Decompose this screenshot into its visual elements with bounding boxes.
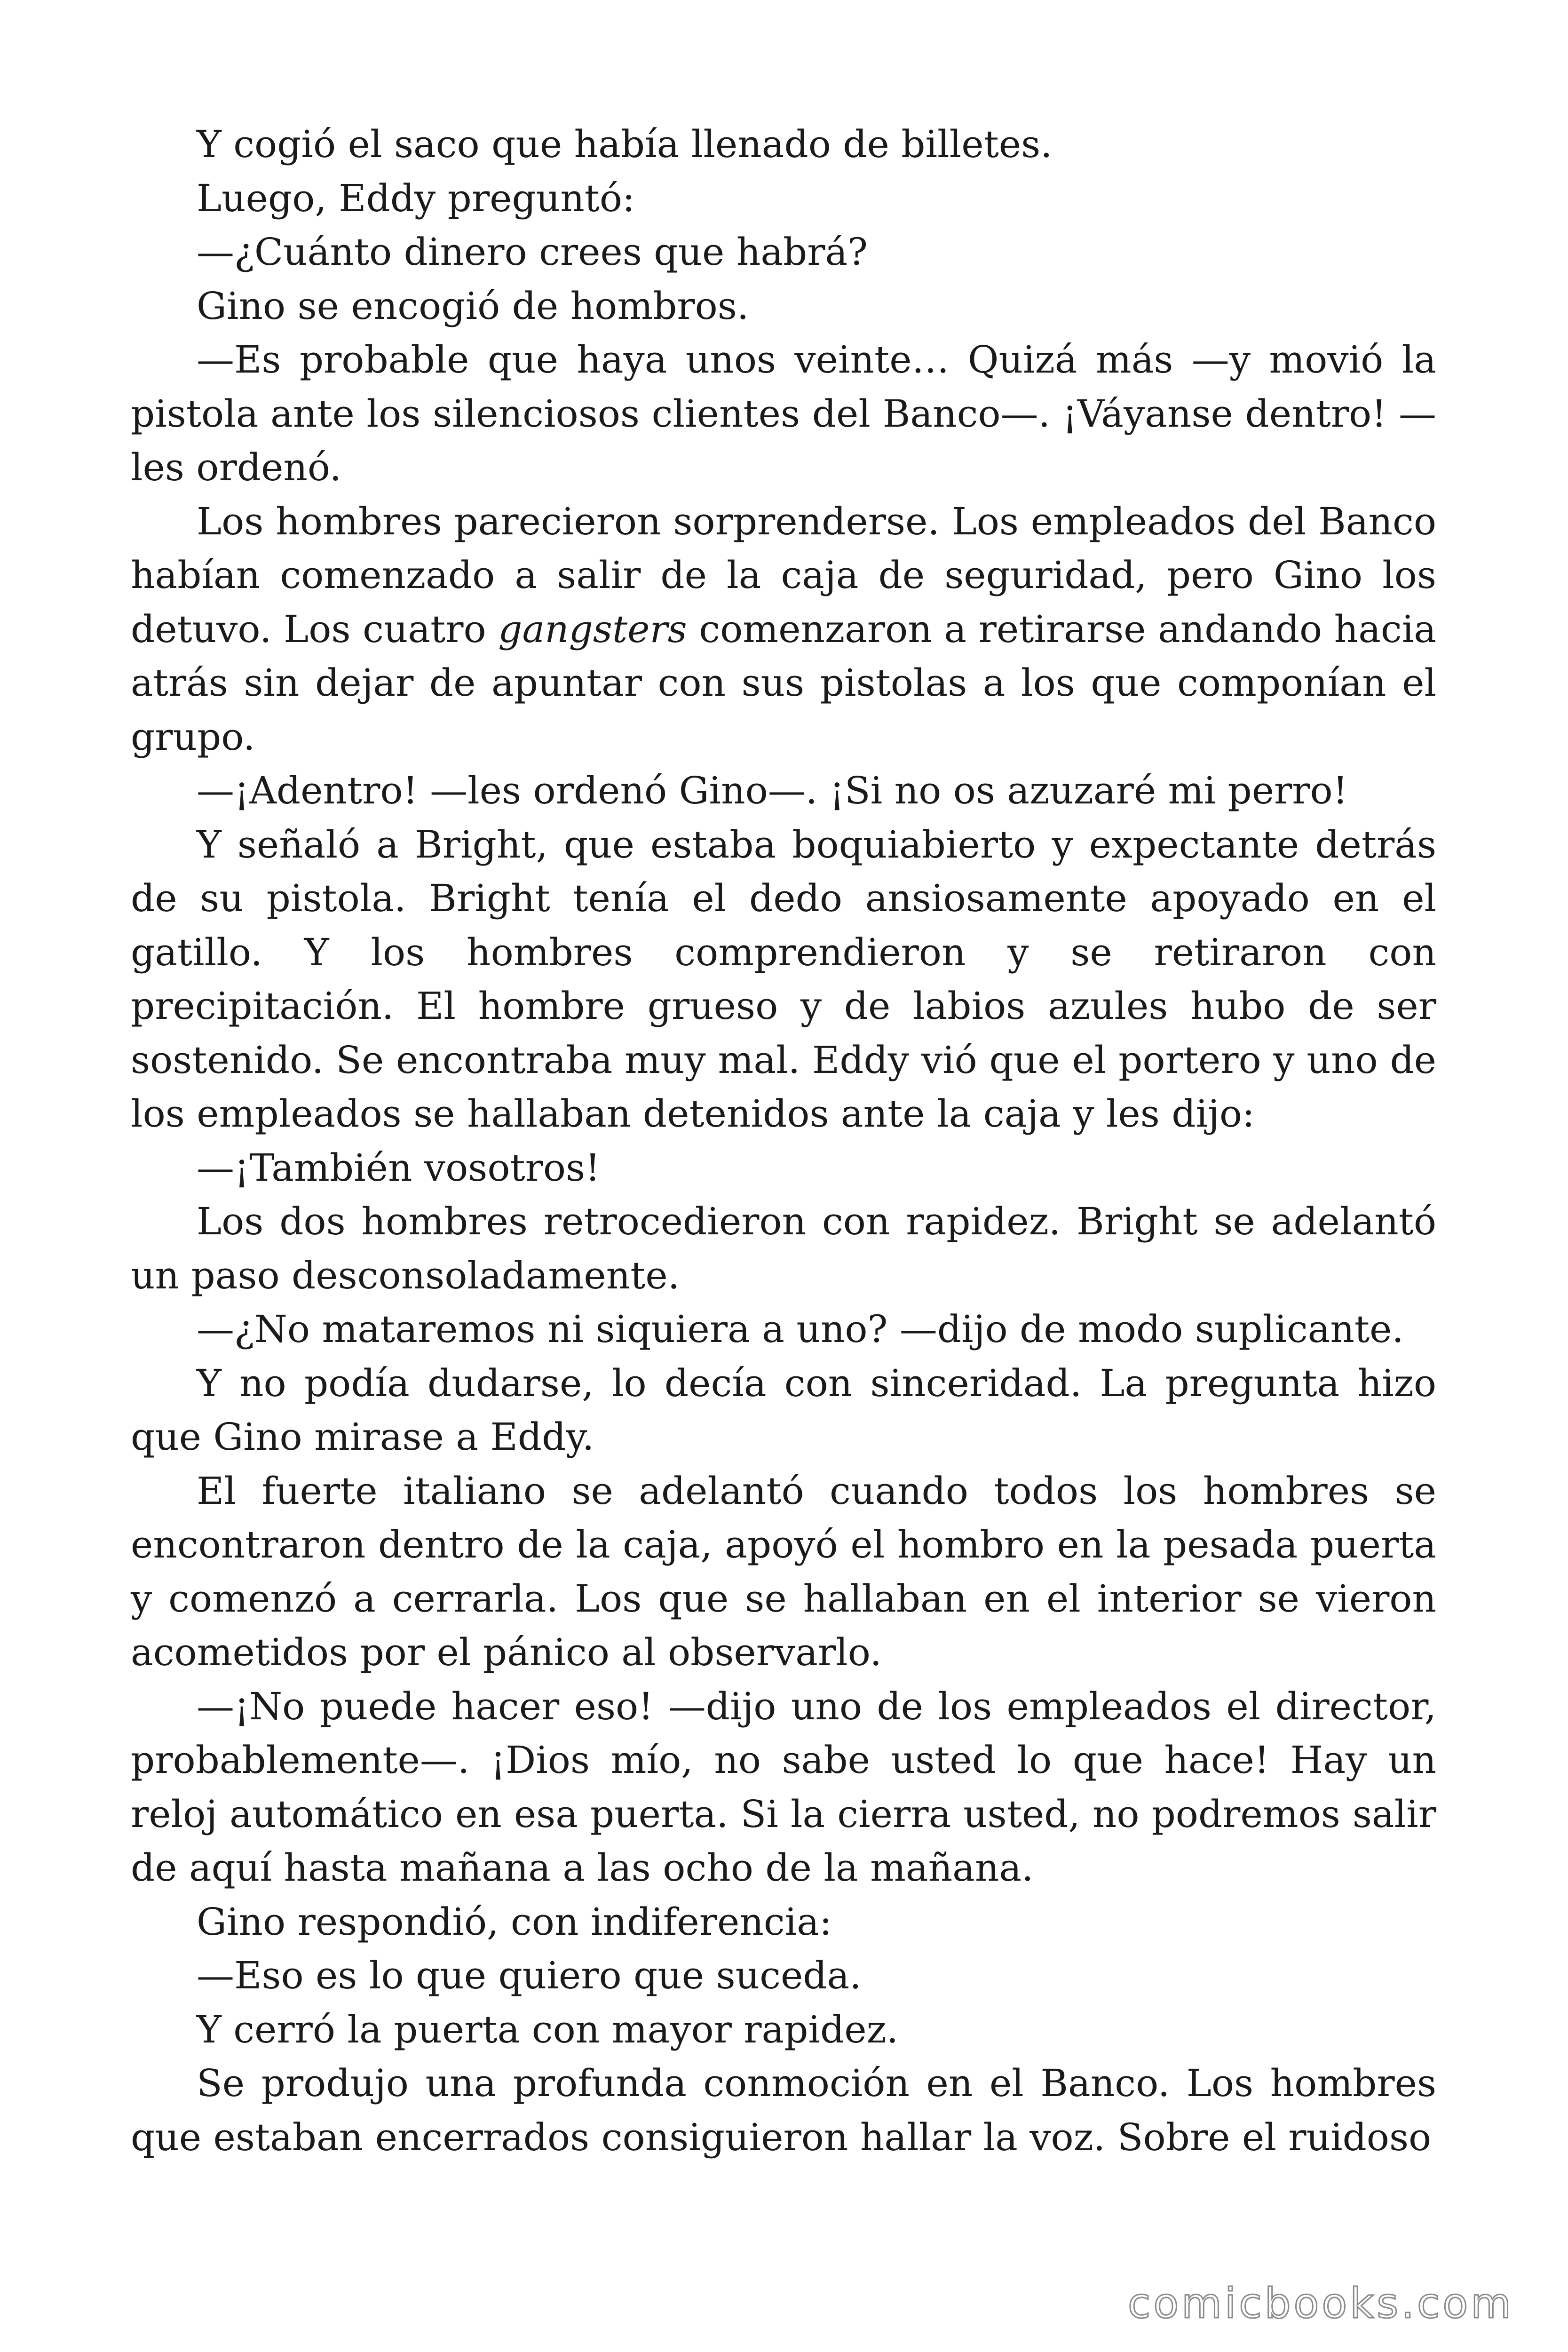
paragraph: Se produjo una profunda conmoción en el Banco. Los hombres que estaban encerrados consiguieron hallar la voz. Sobre el ruidoso xyxy=(131,2061,1436,2159)
paragraph: Y señaló a Bright, que estaba boquiabierto y expectante detrás de su pistola. Bright tenía el dedo ansiosamente apoyado en el gatillo. Y los hombres comprendieron y se retiraron con precipitación. El hombre grueso y de labios azules hubo de ser sostenido. Se encontraba muy mal. Eddy vió que el portero y uno de los empleados se hallaban detenidos ante la caja y les dijo: xyxy=(131,822,1436,1136)
watermark: comicbooks.com xyxy=(1127,2279,1514,2328)
paragraph: Y no podía dudarse, lo decía con sinceridad. La pregunta hizo que Gino mirase a Eddy. xyxy=(131,1361,1436,1459)
paragraph: —Es probable que haya unos veinte… Quizá más —y movió la pistola ante los silenciosos clientes del Banco—. ¡Váyanse dentro! —les ordenó. xyxy=(131,338,1436,489)
paragraph: Gino se encogió de hombros. xyxy=(197,284,749,328)
paragraph: —¡Adentro! —les ordenó Gino—. ¡Si no os azuzaré mi perro! xyxy=(197,769,1348,812)
paragraph: Gino respondió, con indiferencia: xyxy=(197,1899,832,1944)
paragraph: Los dos hombres retrocedieron con rapidez. Bright se adelantó un paso desconsoladamente. xyxy=(131,1200,1436,1297)
paragraph-text: comenzaron a retirarse andando hacia atrás sin dejar de apuntar con sus pistolas a los que componían el grupo. xyxy=(131,607,1436,759)
paragraph xyxy=(131,495,1436,764)
paragraph: —¡También vosotros! xyxy=(197,1145,601,1190)
emphasized-word: gangsters xyxy=(498,607,687,651)
paragraph: Y cogió el saco que había llenado de billetes. xyxy=(197,122,1053,166)
paragraph: Y cerró la puerta con mayor rapidez. xyxy=(197,2007,899,2051)
paragraph: —¡No puede hacer eso! —dijo uno de los empleados el director, probablemente—. ¡Dios mío, no sabe usted lo que hace! Hay un reloj automático en esa puerta. Si la cierra usted, no podremos salir de aquí hasta mañana a las ocho de la mañana. xyxy=(131,1684,1436,1890)
paragraph-text: Los hombres parecieron sorprenderse. Los empleados del Banco habían comenzado a salir de la caja de seguridad, pero Gino los detuvo. Los cuatro xyxy=(131,499,1436,651)
paragraph: El fuerte italiano se adelantó cuando todos los hombres se encontraron dentro de la caja, apoyó el hombro en la pesada puerta y comenzó a cerrarla. Los que se hallaban en el interior se vieron acometidos por el pánico al observarlo. xyxy=(131,1469,1436,1674)
book-page-text xyxy=(131,118,1436,2164)
paragraph: —¿No mataremos ni siquiera a uno? —dijo de modo suplicante. xyxy=(197,1307,1404,1351)
paragraph: Luego, Eddy preguntó: xyxy=(197,176,635,220)
paragraph: —¿Cuánto dinero crees que habrá? xyxy=(197,230,868,274)
paragraph: —Eso es lo que quiero que suceda. xyxy=(197,1954,862,1997)
